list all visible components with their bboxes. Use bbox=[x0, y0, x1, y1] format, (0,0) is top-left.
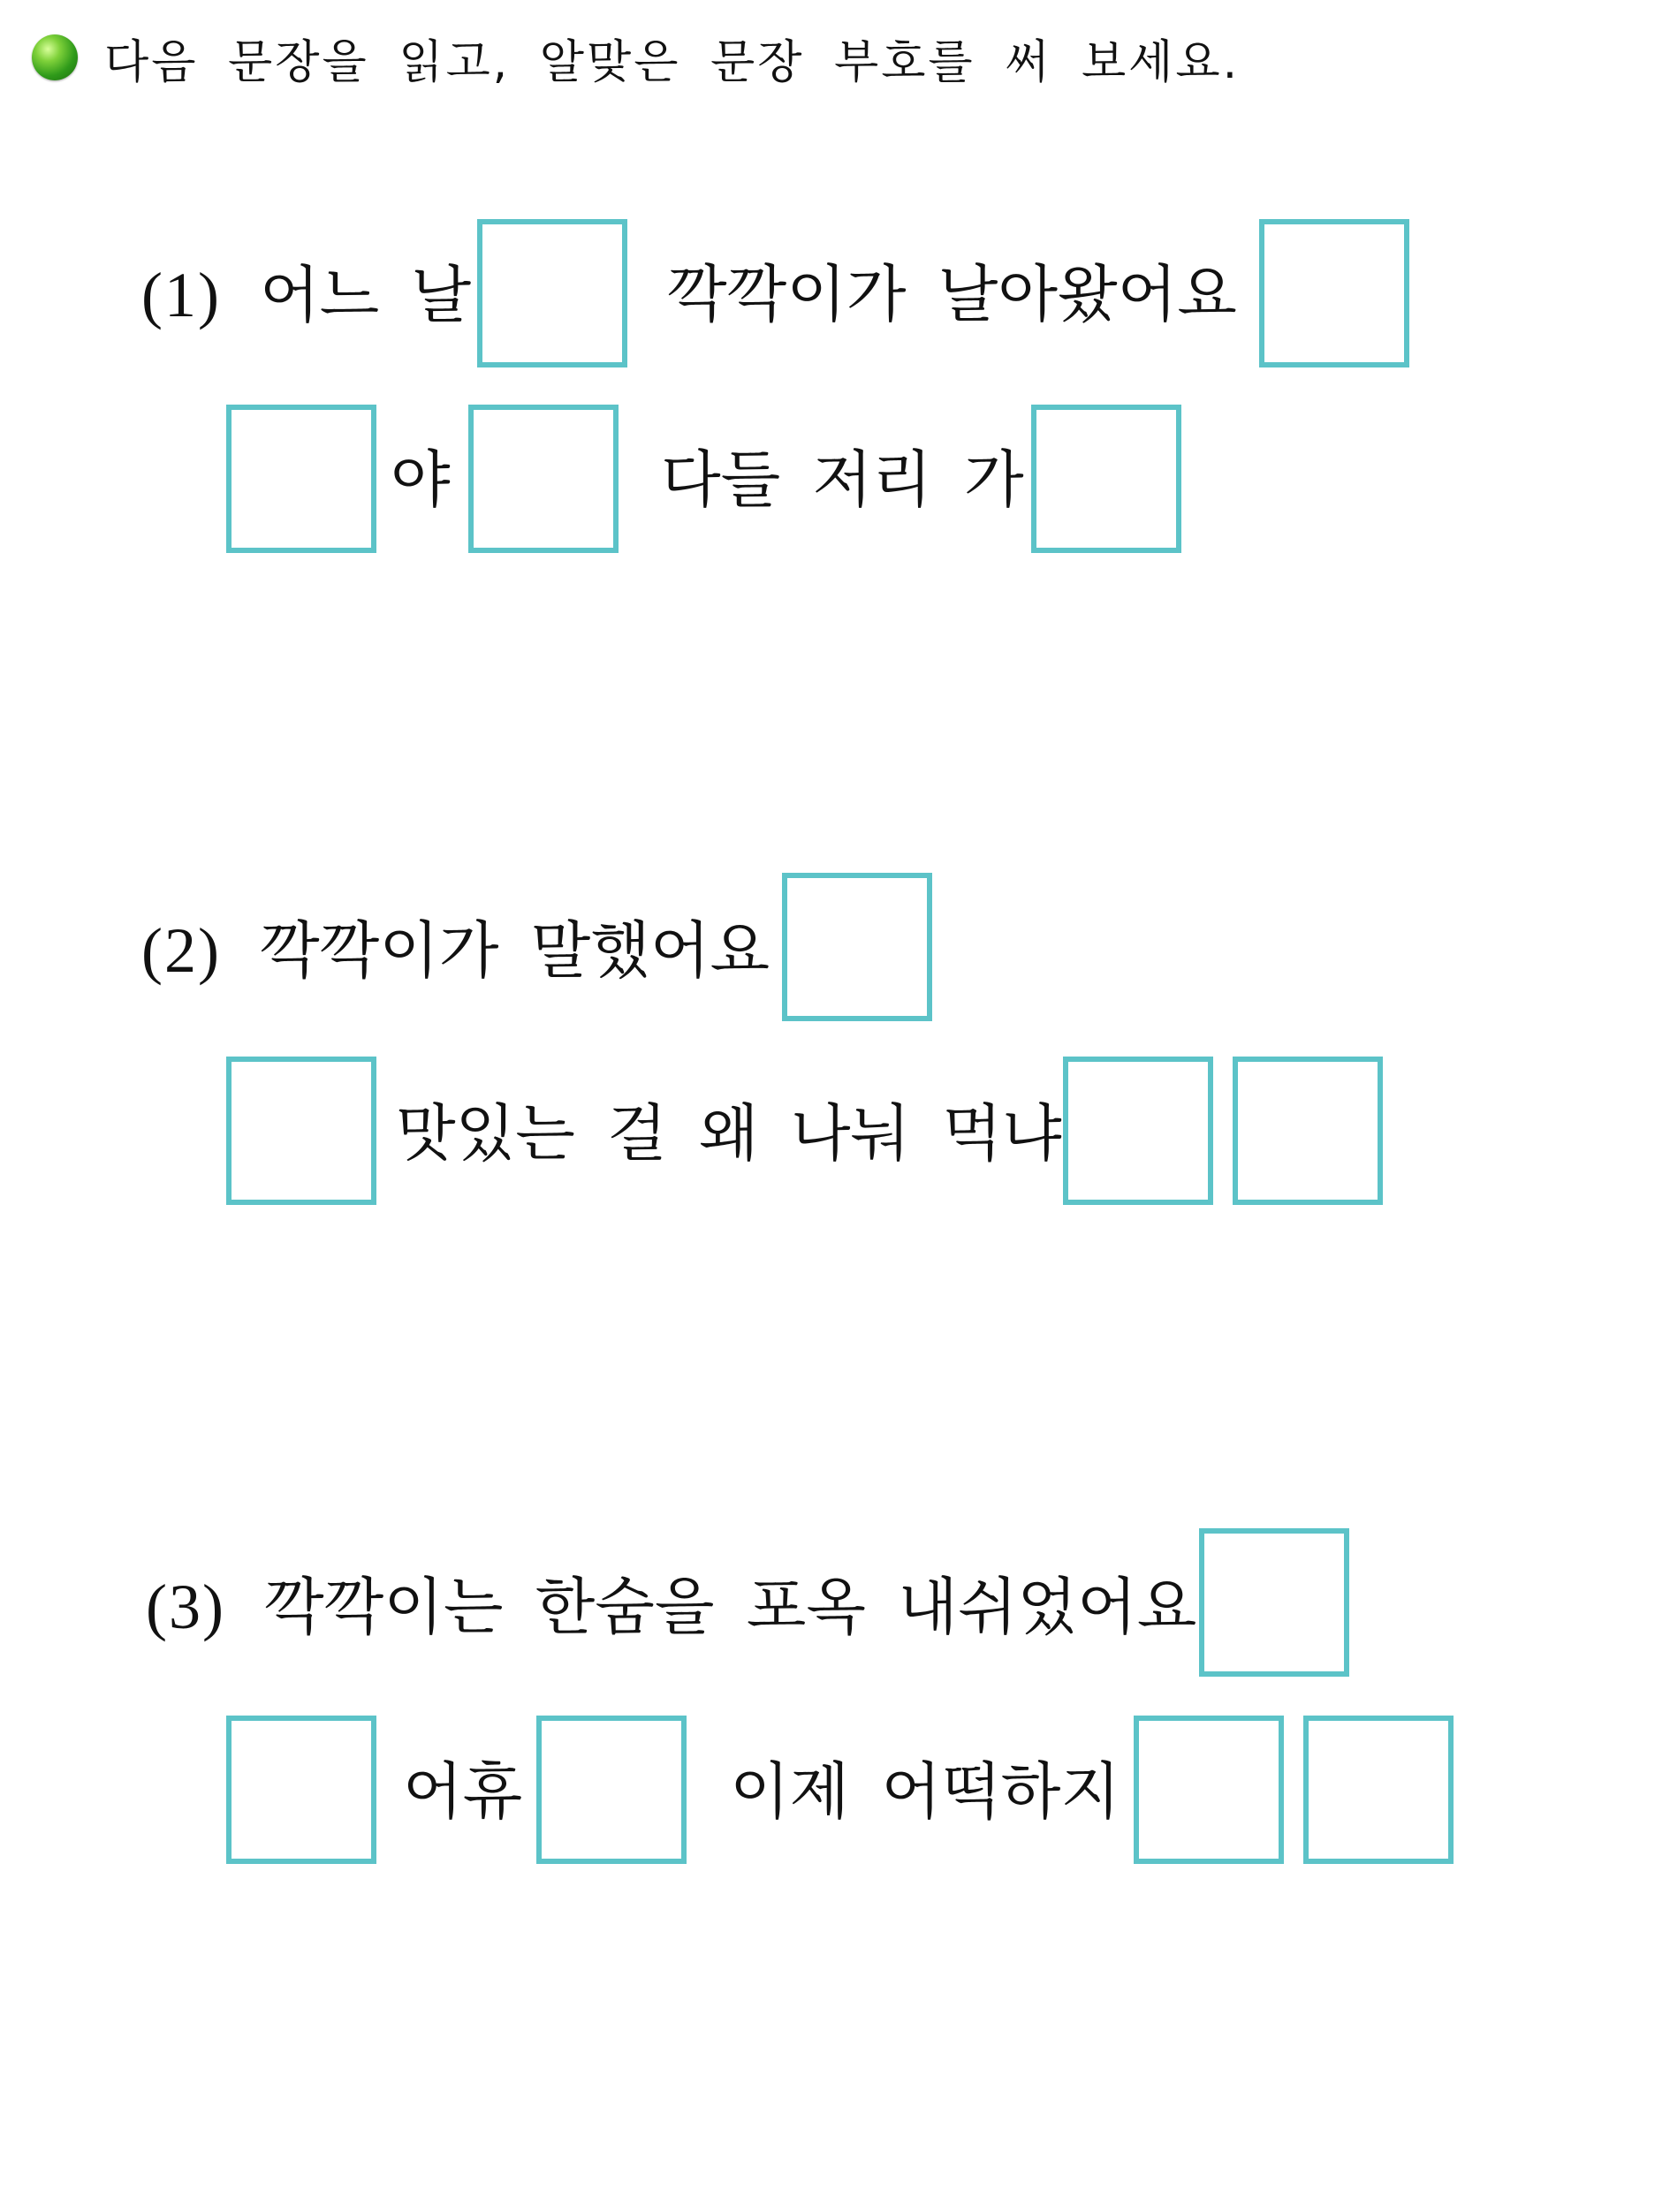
q3-answer-box-3[interactable] bbox=[536, 1716, 687, 1864]
question-3-text-c: 이제 어떡하지 bbox=[730, 1755, 1120, 1828]
question-2-text-a: 깍깍이가 말했어요 bbox=[259, 914, 770, 987]
question-3-text-b: 어휴 bbox=[403, 1755, 523, 1828]
question-2-number: (2) bbox=[141, 915, 221, 986]
question-1-line-1-start bbox=[141, 259, 472, 331]
q3-answer-box-1[interactable] bbox=[1199, 1528, 1349, 1677]
q2-answer-box-3[interactable] bbox=[1063, 1057, 1213, 1205]
q1-answer-box-3[interactable] bbox=[226, 405, 376, 553]
question-1-text-b: 깍깍이가 날아왔어요 bbox=[667, 258, 1237, 330]
q1-answer-box-2[interactable] bbox=[1259, 219, 1409, 367]
q1-answer-box-4[interactable] bbox=[468, 405, 619, 553]
question-3-text-a: 깍깍이는 한숨을 포옥 내쉬었어요 bbox=[263, 1571, 1197, 1643]
q2-answer-box-2[interactable] bbox=[226, 1057, 376, 1205]
q1-answer-box-1[interactable] bbox=[477, 219, 627, 367]
q1-answer-box-5[interactable] bbox=[1031, 405, 1181, 553]
q3-answer-box-2[interactable] bbox=[226, 1716, 376, 1864]
green-bullet-icon bbox=[32, 34, 78, 80]
q2-answer-box-4[interactable] bbox=[1233, 1057, 1383, 1205]
q2-answer-box-1[interactable] bbox=[782, 873, 932, 1021]
q3-answer-box-4[interactable] bbox=[1134, 1716, 1284, 1864]
q3-answer-box-5[interactable] bbox=[1303, 1716, 1454, 1864]
question-2-line-1 bbox=[141, 914, 770, 987]
instruction-header bbox=[32, 27, 1240, 88]
question-2-text-b: 맛있는 걸 왜 나눠 먹냐 bbox=[396, 1097, 1062, 1170]
question-1-number: (1) bbox=[141, 260, 221, 330]
question-3-line-1 bbox=[146, 1571, 1197, 1643]
question-1-text-a: 어느 날 bbox=[259, 259, 472, 331]
question-1-text-c: 야 bbox=[391, 443, 451, 516]
question-3-number: (3) bbox=[146, 1572, 225, 1642]
question-1-text-d: 다들 저리 가 bbox=[661, 443, 1024, 516]
instruction-text: 다음 문장을 읽고, 알맞은 문장 부호를 써 보세요. bbox=[104, 35, 1241, 89]
